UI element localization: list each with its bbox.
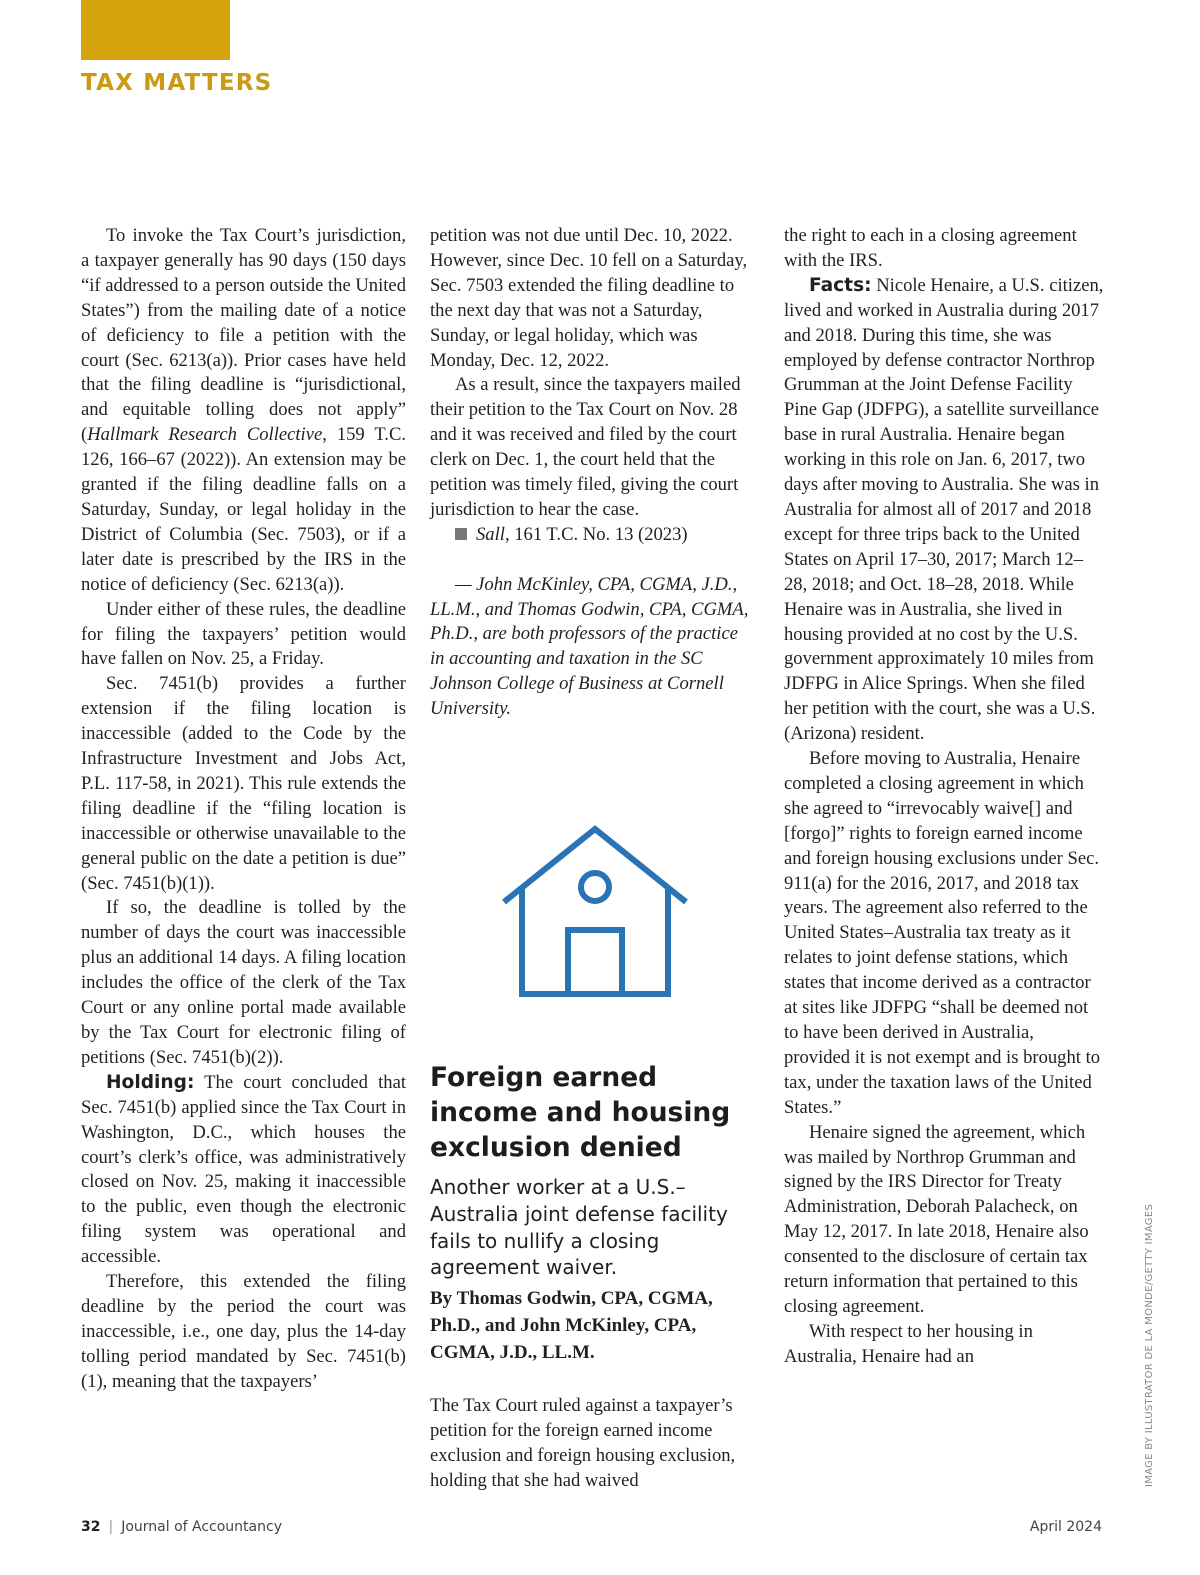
footer-separator: | bbox=[108, 1519, 114, 1535]
holding-label: Holding: bbox=[106, 1071, 195, 1093]
house-icon bbox=[500, 825, 690, 1000]
col2-paragraph-2: As a result, since the taxpayers mailed their petition to the Tax Court on Nov. 28 and it was received and filed by the court clerk on Dec. 1, the court held that the petition was timely filed, giving the court jurisdiction to hear the case. bbox=[430, 374, 741, 520]
column-1 bbox=[81, 224, 406, 1395]
col1-paragraph-2: Under either of these rules, the deadline for filing the taxpayers’ petition would have fallen on Nov. 25, a Friday. bbox=[81, 598, 406, 670]
col1-paragraph-1: To invoke the Tax Court’s jurisdiction, a taxpayer generally has 90 days (150 days “if addressed to a person outside the United States”) from the mailing date of a notice of deficiency to file a petition with the court (Sec. 6213(a)). Prior cases have held that the filing deadline is “jurisdictional, and equitable tolling does not apply” (Hallmark Research Collective, 159 T.C. 126, 166–67 (2022)). An extension may be granted if the filing deadline falls on a Saturday, Sunday, or legal holiday in the District of Columbia (Sec. 7503), or if a later date is prescribed by the IRS in the notice of deficiency (Sec. 6213(a)). bbox=[81, 225, 406, 595]
issue-date: April 2024 bbox=[1029, 1519, 1102, 1535]
footer-left bbox=[81, 1519, 282, 1535]
col3-paragraph-5: With respect to her housing in Australia, Henaire had an bbox=[784, 1320, 1033, 1367]
publication-name: Journal of Accountancy bbox=[121, 1519, 282, 1535]
author-note: — John McKinley, CPA, CGMA, J.D., LL.M., and Thomas Godwin, CPA, CGMA, Ph.D., are both professors of the practice in accounting and taxation in the SC Johnson College of Business at Cornell University. bbox=[430, 573, 749, 720]
col1-paragraph-4: If so, the deadline is tolled by the number of days the court was inaccessible plus an additional 14 days. A filing location includes the office of the clerk of the Tax Court or any online portal made available by the Tax Court for electronic filing of petitions (Sec. 7451(b)(2)). bbox=[81, 897, 406, 1068]
col1-paragraph-6: Therefore, this extended the filing deadline by the period the court was inaccessible, i.e., one day, plus the 14-day tolling period mandated by Sec. 7451(b)(1), meaning that the taxpayers’ bbox=[81, 1271, 406, 1392]
article-deck: Another worker at a U.S.–Australia joint defense facility fails to nullify a closing agreement waiver. bbox=[430, 1175, 728, 1280]
section-label: TAX MATTERS bbox=[81, 70, 273, 96]
page-number: 32 bbox=[81, 1519, 101, 1535]
col3-paragraph-2: Facts: Nicole Henaire, a U.S. citizen, lived and worked in Australia during 2017 and 2018. During this time, she was employed by defense contractor Northrop Grumman at the Joint Defense Facility Pine Gap (JDFPG), a satellite surveillance base in rural Australia. Henaire began working in this role on Jan. 6, 2017, two days after moving to Australia. She was in Australia for almost all of 2017 and 2018 except for three trips back to the United States on April 17–30, 2017; March 12–28, 2018; and Oct. 18–28, 2018. While Henaire was in Australia, she lived in housing provided at no cost by the U.S. government approximately 10 miles from JDFPG in Alice Springs. When she filed her petition with the court, she was a U.S. (Arizona) resident. bbox=[784, 274, 1104, 745]
article-intro: The Tax Court ruled against a taxpayer’s petition for the foreign earned income exclusion and foreign housing exclusion, holding that she had waived bbox=[430, 1395, 736, 1491]
col1-paragraph-3: Sec. 7451(b) provides a further extension if the filing location is inaccessible (added to the Code by the Infrastructure Investment and Jobs Act, P.L. 117-58, in 2021). This rule extends the filing deadline if the “filing location is inaccessible or otherwise unavailable to the general public on the date a petition is due” (Sec. 7451(b)(1)). bbox=[81, 673, 406, 894]
photo-credit: IMAGE BY ILLUSTRATOR DE LA MONDE/GETTY IMAGES bbox=[1144, 1203, 1155, 1487]
section-color-bar bbox=[81, 0, 230, 60]
facts-label: Facts: bbox=[809, 274, 872, 296]
column-2 bbox=[430, 224, 755, 722]
col2-paragraph-1: petition was not due until Dec. 10, 2022. However, since Dec. 10 fell on a Saturday, Sec. 7503 extended the filing deadline to the next day that was not a Saturday, Sunday, or legal holiday, which was Monday, Dec. 12, 2022. bbox=[430, 225, 748, 371]
case-name: Hallmark Research Collective bbox=[87, 424, 323, 446]
square-bullet-icon bbox=[455, 528, 467, 540]
col3-paragraph-1: the right to each in a closing agreement with the IRS. bbox=[784, 225, 1077, 271]
case-citation: Sall, 161 T.C. No. 13 (2023) bbox=[430, 523, 755, 548]
col3-paragraph-3: Before moving to Australia, Henaire completed a closing agreement in which she agreed to “irrevocably waive[] and [forgo]” rights to foreign earned income and foreign housing exclusions under Sec. 911(a) for the 2016, 2017, and 2018 tax years. The agreement also referred to the United States–Australia tax treaty as it relates to joint defense stations, which states that income derived as a contractor at sites like JDFPG “shall be deemed not to have been derived in Australia, provided it is not exempt and is brought to tax, under the taxation laws of the United States.” bbox=[784, 748, 1101, 1118]
article-headline: Foreign earned income and housing exclusion denied bbox=[430, 1062, 731, 1163]
article-byline: By Thomas Godwin, CPA, CGMA, Ph.D., and John McKinley, CPA, CGMA, J.D., LL.M. bbox=[430, 1288, 713, 1363]
col3-paragraph-4: Henaire signed the agreement, which was mailed by Northrop Grumman and signed by the IRS Director for Treaty Administration, Deborah Palacheck, on May 12, 2017. In late 2018, Henaire also consented to the disclosure of certain tax return information that pertained to this closing agreement. bbox=[784, 1121, 1089, 1317]
col1-paragraph-5: Holding: The court concluded that Sec. 7451(b) applied since the Tax Court in Washington, D.C., which houses the court’s clerk’s office, was administratively closed on Nov. 25, making it inaccessible to the public, even though the electronic filing system was operational and accessible. bbox=[81, 1071, 406, 1268]
column-3 bbox=[784, 224, 1104, 1370]
